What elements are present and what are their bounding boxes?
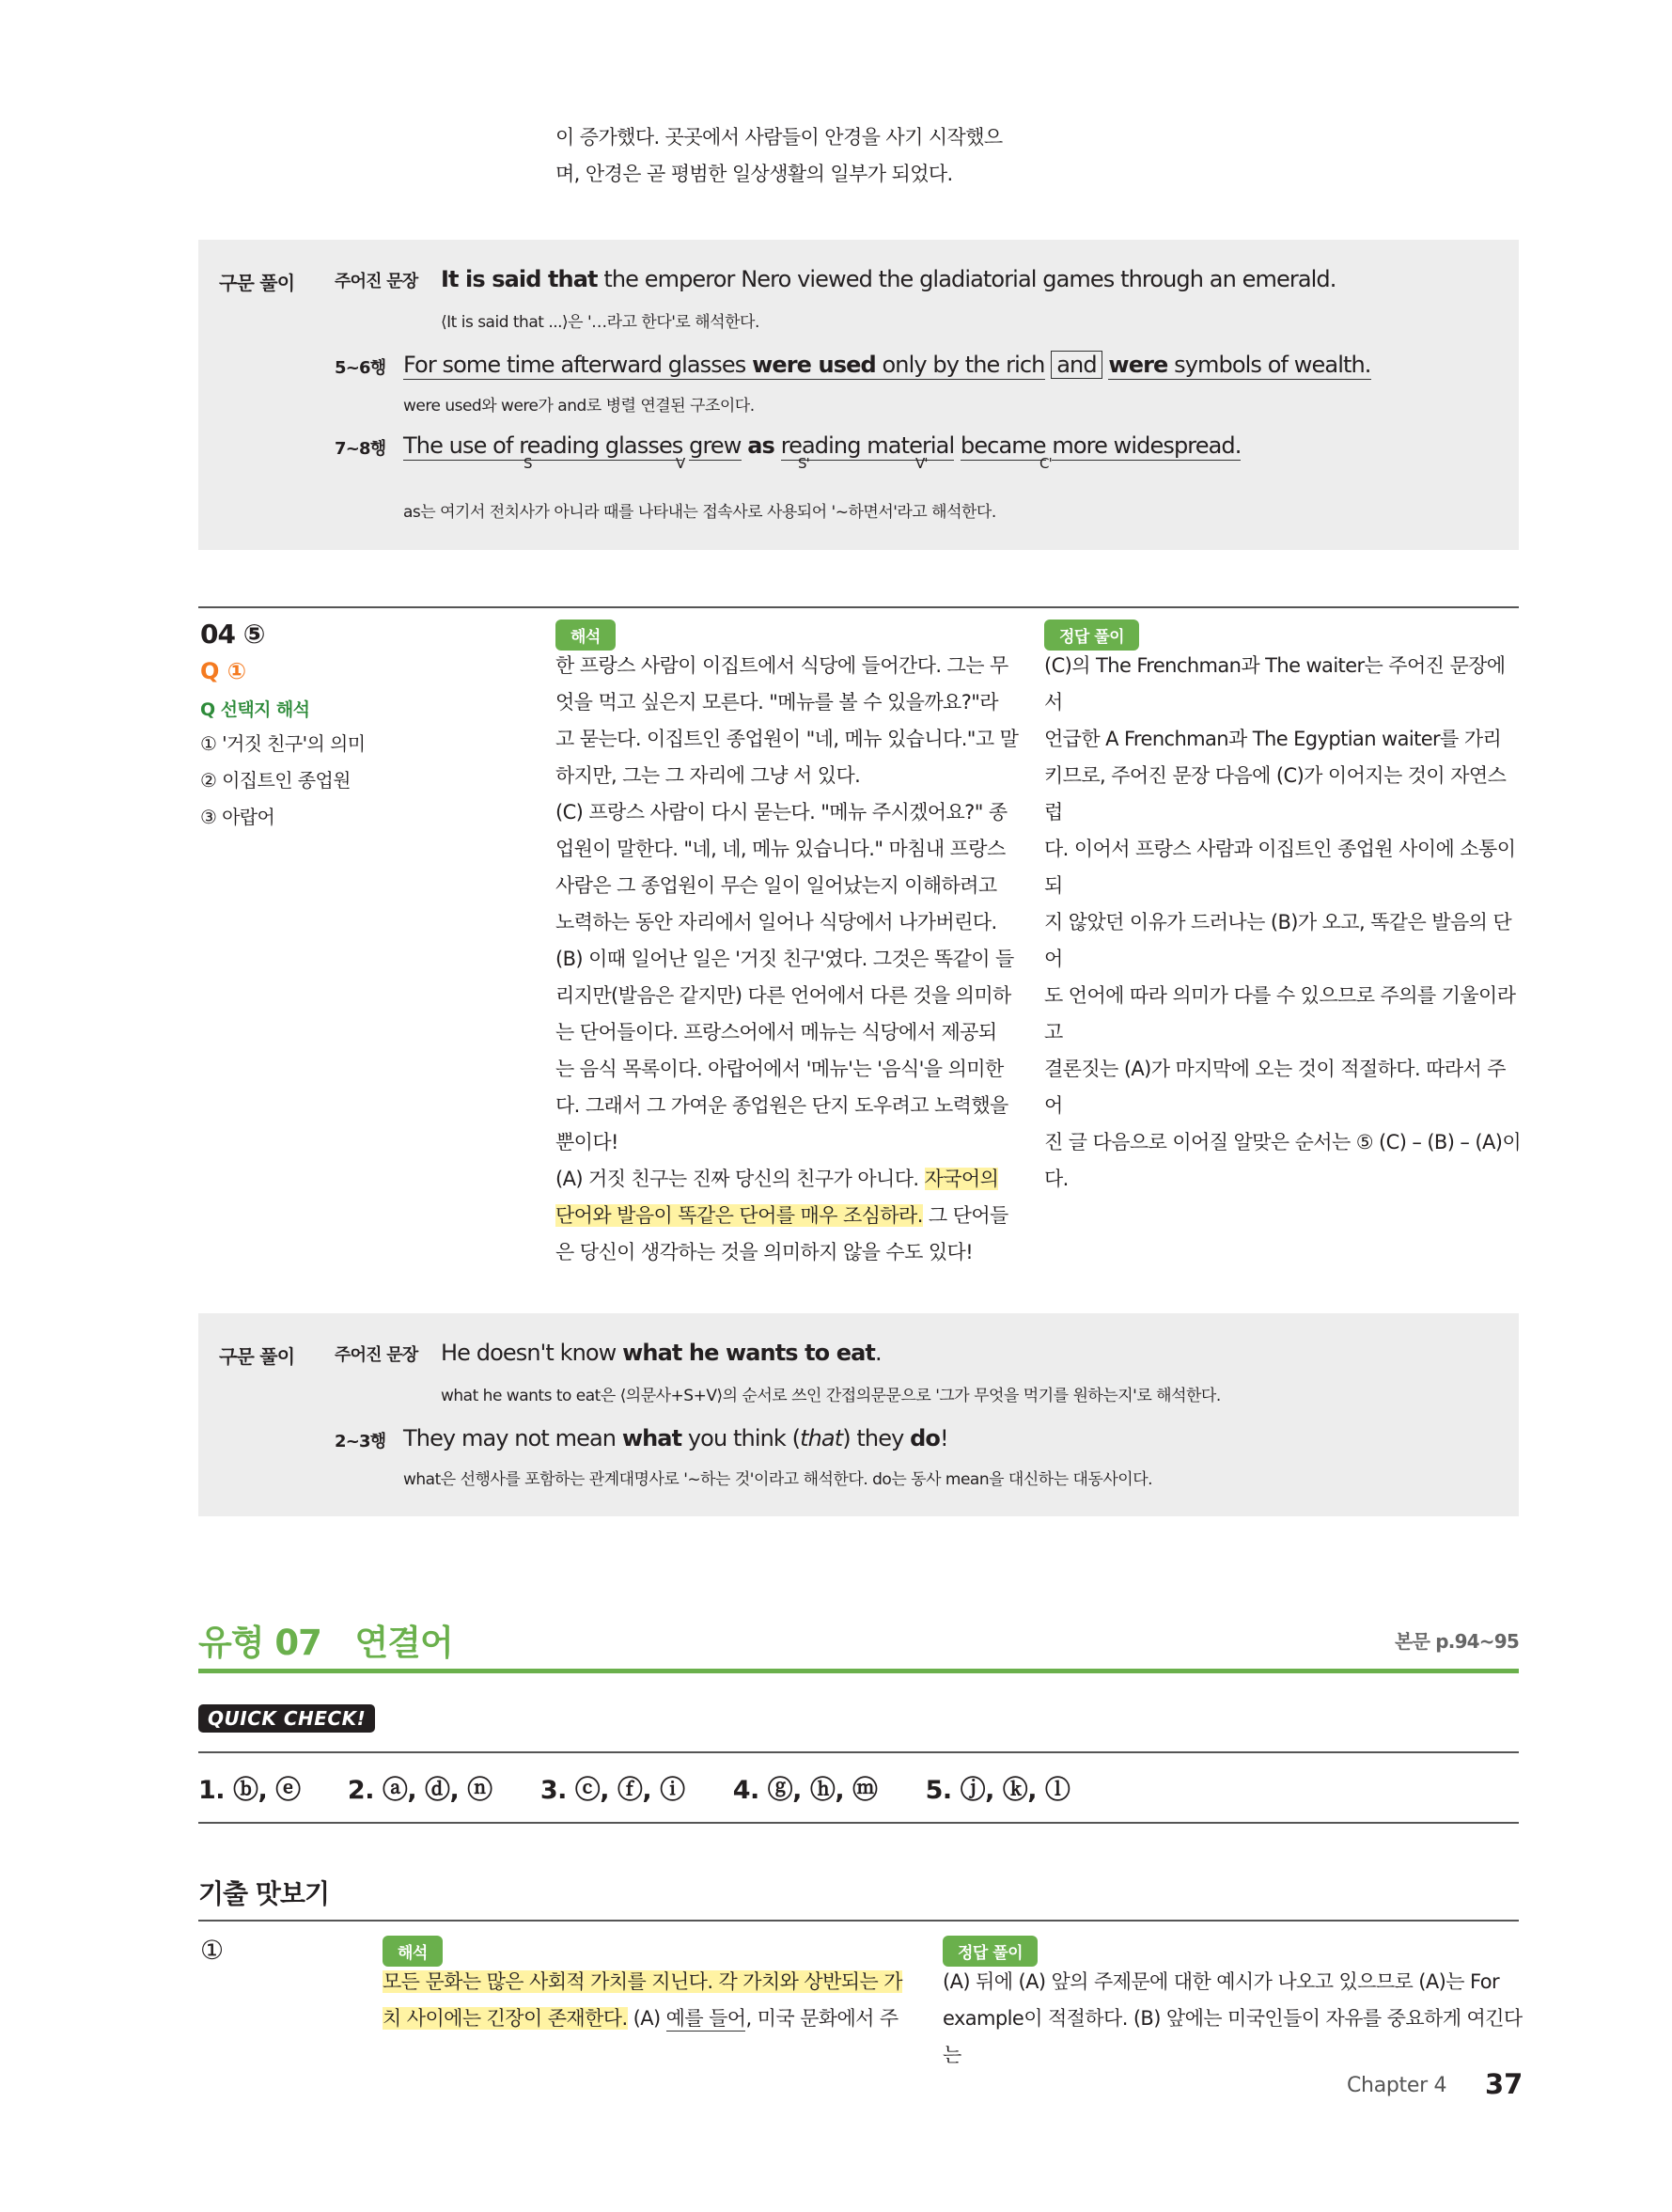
text-line: 며, 안경은 곧 평범한 일상생활의 일부가 되었다. xyxy=(555,163,953,185)
grammar-mark: S' xyxy=(798,455,809,472)
divider xyxy=(198,1822,1519,1824)
text: the emperor Nero viewed the gladiatorial games through an emerald. xyxy=(597,266,1336,292)
text-line xyxy=(555,1198,1025,1234)
line-label: 2~3행 xyxy=(335,1432,386,1451)
text-line: (B) 이때 일어난 일은 '거짓 친구'였다. 그것은 똑같이 들 xyxy=(555,948,1014,970)
note-5-6: were used와 were가 and로 병렬 연결된 구조이다. xyxy=(403,397,755,416)
text: (A) 거짓 친구는 진짜 당신의 친구가 아니다. xyxy=(555,1168,925,1190)
answer-item: 5. ⓙ, ⓚ, ⓛ xyxy=(925,1776,1070,1805)
text-line: example이 적절하다. (B) 앞에는 미국인들이 자유를 중요하게 여긴다는 xyxy=(943,2007,1523,2066)
text-line: 진 글 다음으로 이어질 알맞은 순서는 ⑤ (C) – (B) – (A)이 xyxy=(1044,1131,1522,1153)
text-line: 은 당신이 생각하는 것을 의미하지 않을 수도 있다! xyxy=(555,1241,974,1263)
chapter-label: Chapter 4 xyxy=(1347,2074,1447,2097)
bold-text: were used xyxy=(752,352,876,378)
q-answer: Q ① xyxy=(200,658,247,684)
page-reference: 본문 p.94~95 xyxy=(1395,1630,1519,1653)
and-box: and xyxy=(1051,351,1102,379)
subject: The use of reading glasses xyxy=(403,432,683,459)
text: (A) xyxy=(627,2007,666,2030)
bold-text: do xyxy=(910,1425,941,1451)
translation-text xyxy=(555,648,1025,1271)
note-7-8: as는 여기서 전치사가 아니라 때를 나타내는 접속사로 사용되어 '~하면서'라고 해석한다. xyxy=(403,503,996,522)
text: only by the rich xyxy=(875,352,1045,378)
text-line: 하지만, 그는 그 자리에 그냥 서 있다. xyxy=(555,764,861,787)
text-line: 결론짓는 (A)가 마지막에 오는 것이 적절하다. 따라서 주어 xyxy=(1044,1058,1506,1117)
verb: grew xyxy=(689,432,742,459)
underlined-text: 예를 들어 xyxy=(665,2007,746,2030)
bold-text: what xyxy=(621,1425,682,1451)
given-sentence xyxy=(441,1340,882,1366)
answer-badge xyxy=(943,1936,1038,1967)
complement: more widespread. xyxy=(1052,432,1242,459)
option: ③ 아랍어 xyxy=(200,806,275,828)
badge-text: 정답 풀이 xyxy=(1044,620,1139,651)
text-line: 업원이 말한다. "네, 네, 메뉴 있습니다." 마침내 프랑스 xyxy=(555,838,1006,860)
text-line: 이 증가했다. 곳곳에서 사람들이 안경을 사기 시작했으 xyxy=(555,126,1003,149)
text-line xyxy=(383,2000,909,2037)
bold-text: It is said that xyxy=(441,266,598,292)
answer-item: 4. ⓖ, ⓗ, ⓜ xyxy=(732,1776,878,1805)
translation-badge xyxy=(555,620,616,651)
line-label: 5~6행 xyxy=(335,358,386,378)
given-sentence-label: 주어진 문장 xyxy=(335,1345,418,1365)
text-line: 언급한 A Frenchman과 The Egyptian waiter를 가리 xyxy=(1044,728,1502,750)
page-number: 37 xyxy=(1485,2068,1524,2100)
grammar-mark: V' xyxy=(915,455,928,472)
text: ! xyxy=(940,1425,948,1451)
verb: became xyxy=(960,432,1046,459)
note-2-3: what은 선행사를 포함하는 관계대명사로 '~하는 것'이라고 해석한다. do는 동사 mean을 대신하는 대동사이다. xyxy=(403,1470,1153,1489)
divider xyxy=(198,606,1519,608)
subject: reading material xyxy=(780,432,955,459)
text-line xyxy=(383,1964,909,2000)
syntax-box-1 xyxy=(198,240,1519,550)
quick-check-badge: QUICK CHECK! xyxy=(198,1704,375,1733)
text: you think ( xyxy=(681,1425,801,1451)
text: ) they xyxy=(842,1425,911,1451)
text: 그 단어들 xyxy=(922,1204,1008,1227)
text-line: 다. xyxy=(1044,1168,1069,1190)
text-line: 다. 그래서 그 가여운 종업원은 단지 도우려고 노력했을 xyxy=(555,1094,1008,1117)
answer-badge xyxy=(1044,620,1139,651)
text-line: 는 단어들이다. 프랑스어에서 메뉴는 식당에서 제공되 xyxy=(555,1021,997,1043)
given-sentence-label: 주어진 문장 xyxy=(335,272,418,291)
answer-item: 3. ⓒ, ⓕ, ⓘ xyxy=(539,1776,685,1805)
answer-item: 2. ⓐ, ⓓ, ⓝ xyxy=(347,1776,492,1805)
grammar-mark: V xyxy=(676,455,685,472)
gichul-translation xyxy=(383,1964,909,2037)
badge-text: 해석 xyxy=(555,620,616,651)
text-line: 뿐이다! xyxy=(555,1131,618,1153)
section-rule xyxy=(198,1669,1519,1673)
text-line: (C)의 The Frenchman과 The waiter는 주어진 문장에서 xyxy=(1044,654,1506,714)
grammar-mark: S xyxy=(523,455,532,472)
text-line: 사람은 그 종업원이 무슨 일이 일어났는지 이해하려고 xyxy=(555,874,997,897)
text-line: 지 않았던 이유가 드러나는 (B)가 오고, 똑같은 발음의 단어 xyxy=(1044,911,1512,970)
text-line: 키므로, 주어진 문장 다음에 (C)가 이어지는 것이 자연스럽 xyxy=(1044,764,1507,824)
given-note: what he wants to eat은 ⟨의문사+S+V⟩의 순서로 쓰인 간접의문문으로 '그가 무엇을 먹기를 원하는지'로 해석한다. xyxy=(441,1387,1221,1405)
grammar-mark: C' xyxy=(1039,455,1052,472)
highlight: 단어와 발음이 똑같은 단어를 매우 조심하라. xyxy=(555,1204,923,1227)
question-number: 04 ⑤ xyxy=(200,619,265,650)
sentence-5-6 xyxy=(403,352,1371,378)
divider xyxy=(198,1920,1519,1922)
answer-explanation xyxy=(1044,648,1524,1198)
line-label: 7~8행 xyxy=(335,439,386,459)
translation-badge xyxy=(383,1936,443,1967)
highlight: 모든 문화는 많은 사회적 가치를 지닌다. 각 가치와 상반되는 가 xyxy=(383,1970,902,1993)
syntax-box-2 xyxy=(198,1313,1519,1516)
text: For some time afterward glasses xyxy=(403,352,753,378)
syntax-label: 구문 풀이 xyxy=(219,272,295,294)
syntax-label: 구문 풀이 xyxy=(219,1345,295,1368)
text-line: 한 프랑스 사람이 이집트에서 식당에 들어간다. 그는 무 xyxy=(555,654,1008,677)
option: ① '거짓 친구'의 의미 xyxy=(200,732,366,755)
text: . xyxy=(874,1340,882,1366)
divider xyxy=(198,1751,1519,1753)
gichul-title: 기출 맛보기 xyxy=(198,1878,329,1909)
option: ② 이집트인 종업원 xyxy=(200,769,351,792)
quick-check-answers xyxy=(198,1769,1110,1806)
text-line: 노력하는 동안 자리에서 일어나 식당에서 나가버린다. xyxy=(555,911,997,933)
answer-item: 1. ⓑ, ⓔ xyxy=(198,1776,301,1805)
gichul-answer: ① xyxy=(200,1935,225,1966)
text-line: 엇을 먹고 싶은지 모른다. "메뉴를 볼 수 있을까요?"라 xyxy=(555,691,998,714)
badge-text: 정답 풀이 xyxy=(943,1936,1038,1967)
bold-text: were xyxy=(1108,352,1168,378)
italic-text: that xyxy=(800,1425,843,1451)
text: , 미국 문화에서 주 xyxy=(745,2007,899,2030)
text-line: (C) 프랑스 사람이 다시 묻는다. "메뉴 주시겠어요?" 종 xyxy=(555,801,1008,824)
sentence-2-3 xyxy=(403,1425,948,1451)
highlight: 치 사이에는 긴장이 존재한다. xyxy=(383,2007,628,2030)
options-title: Q 선택지 해석 xyxy=(200,699,310,720)
given-note: ⟨It is said that ...⟩은 '…라고 한다'로 해석한다. xyxy=(441,313,759,332)
text: symbols of wealth. xyxy=(1167,352,1371,378)
top-paragraph xyxy=(555,119,1025,193)
bold-text: what he wants to eat xyxy=(622,1340,875,1366)
gichul-answer-explanation xyxy=(943,1964,1525,2074)
sentence-7-8 xyxy=(403,432,1249,489)
text: They may not mean xyxy=(403,1425,622,1451)
text-line: 는 음식 목록이다. 아랍어에서 '메뉴'는 '음식'을 의미한 xyxy=(555,1058,1004,1080)
text-line: 도 언어에 따라 의미가 다를 수 있으므로 주의를 기울이라고 xyxy=(1044,984,1516,1043)
text: He doesn't know xyxy=(441,1340,623,1366)
options-list xyxy=(200,726,365,836)
section-title: 유형 07 연결어 xyxy=(198,1623,453,1663)
bold-text: as xyxy=(747,432,774,459)
text-line: (A) 뒤에 (A) 앞의 주제문에 대한 예시가 나오고 있으므로 (A)는 For xyxy=(943,1970,1500,1993)
text-line: 고 묻는다. 이집트인 종업원이 "네, 메뉴 있습니다."고 말 xyxy=(555,728,1019,750)
text-line: 리지만(발음은 같지만) 다른 언어에서 다른 것을 의미하 xyxy=(555,984,1011,1007)
given-sentence xyxy=(441,266,1336,292)
highlight: 자국어의 xyxy=(924,1168,999,1190)
text-line: 다. 이어서 프랑스 사람과 이집트인 종업원 사이에 소통이 되 xyxy=(1044,838,1516,897)
text-line xyxy=(555,1161,1025,1198)
badge-text: 해석 xyxy=(383,1936,443,1967)
